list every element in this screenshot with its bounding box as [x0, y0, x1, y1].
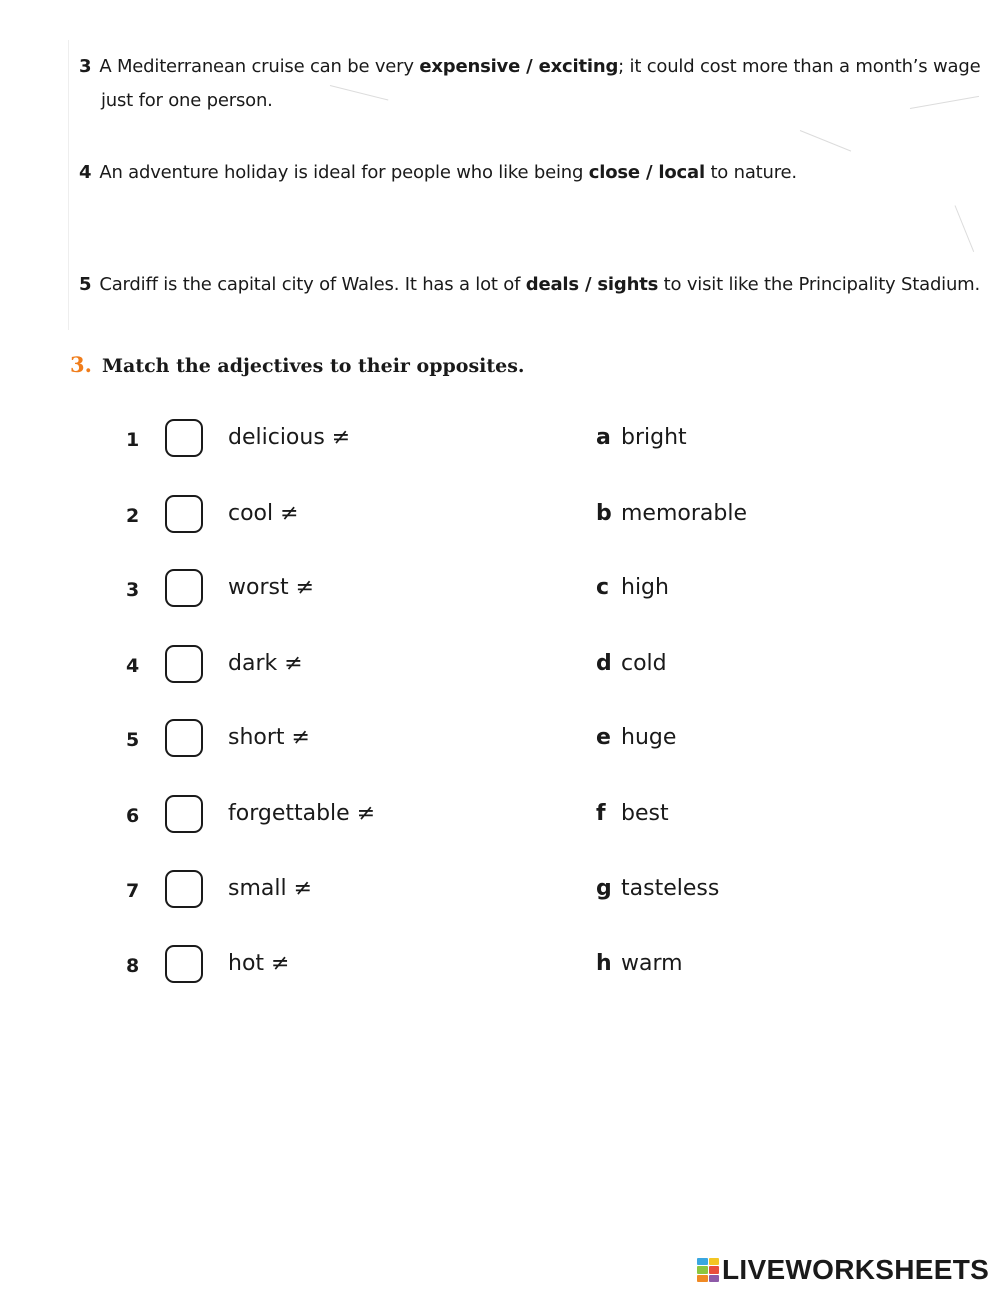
- match-row-8: [0, 945, 1000, 989]
- answer-box[interactable]: [165, 719, 203, 757]
- sentence-3: [79, 50, 980, 118]
- match-row-3: [0, 569, 1000, 613]
- logo-icon: [697, 1258, 719, 1282]
- option-word: tasteless: [621, 876, 720, 901]
- sentence-text: to nature.: [704, 162, 797, 183]
- sentence-5: [79, 268, 980, 302]
- option-letter: e: [596, 725, 611, 750]
- row-number: 4: [126, 655, 140, 677]
- answer-box[interactable]: [165, 569, 203, 607]
- sentence-text: to visit like the Principality Stadium.: [658, 274, 981, 295]
- adjective: short ≠: [228, 725, 310, 750]
- answer-box[interactable]: [165, 419, 203, 457]
- adjective: cool ≠: [228, 501, 299, 526]
- match-row-2: [0, 495, 1000, 539]
- scan-scratch: [800, 130, 851, 152]
- option-word: bright: [621, 425, 687, 450]
- adjective: small ≠: [228, 876, 313, 901]
- scan-scratch: [955, 205, 975, 252]
- answer-box[interactable]: [165, 870, 203, 908]
- option-letter: a: [596, 425, 611, 450]
- answer-box[interactable]: [165, 945, 203, 983]
- option-letter: b: [596, 501, 612, 526]
- adjective: delicious ≠: [228, 425, 351, 450]
- option-letter: h: [596, 951, 612, 976]
- match-row-4: [0, 645, 1000, 689]
- answer-box[interactable]: [165, 495, 203, 533]
- option-word: cold: [621, 651, 667, 676]
- option-letter: g: [596, 876, 612, 901]
- row-number: 3: [126, 579, 140, 601]
- sentence-text: An adventure holiday is ideal for people who like being: [99, 162, 589, 183]
- adjective: worst ≠: [228, 575, 315, 600]
- row-number: 1: [126, 429, 140, 451]
- exercise-number: 3.: [70, 352, 92, 377]
- answer-box[interactable]: [165, 645, 203, 683]
- option-letter: c: [596, 575, 610, 600]
- match-row-6: [0, 795, 1000, 839]
- adjective: forgettable ≠: [228, 801, 376, 826]
- exercise-heading: [70, 352, 525, 377]
- option-letter: d: [596, 651, 612, 676]
- row-number: 8: [126, 955, 140, 977]
- sentence-text: A Mediterranean cruise can be very: [99, 56, 420, 77]
- sentence-text: ; it could cost more than a month’s wage: [618, 56, 981, 77]
- word-choice[interactable]: close / local: [588, 162, 705, 183]
- match-row-1: [0, 419, 1000, 463]
- logo-text: LIVEWORKSHEETS: [722, 1254, 990, 1285]
- sentence-text: Cardiff is the capital city of Wales. It has a lot of: [99, 274, 526, 295]
- option-word: memorable: [621, 501, 747, 526]
- row-number: 6: [126, 805, 140, 827]
- sentence-number: 4: [79, 162, 92, 183]
- liveworksheets-logo: [697, 1255, 989, 1285]
- option-word: warm: [621, 951, 683, 976]
- row-number: 2: [126, 505, 140, 527]
- option-word: high: [621, 575, 669, 600]
- option-word: best: [621, 801, 669, 826]
- sentence-continuation: just for one person.: [101, 90, 273, 111]
- sentence-number: 5: [79, 274, 92, 295]
- match-row-7: [0, 870, 1000, 914]
- match-row-5: [0, 719, 1000, 763]
- row-number: 5: [126, 729, 140, 751]
- adjective: dark ≠: [228, 651, 303, 676]
- scan-edge: [68, 40, 69, 330]
- row-number: 7: [126, 880, 140, 902]
- option-word: huge: [621, 725, 677, 750]
- exercise-title: Match the adjectives to their opposites.: [101, 355, 525, 377]
- adjective: hot ≠: [228, 951, 290, 976]
- sentence-number: 3: [79, 56, 92, 77]
- sentence-4: [79, 156, 797, 190]
- answer-box[interactable]: [165, 795, 203, 833]
- option-letter: f: [596, 801, 606, 826]
- word-choice[interactable]: expensive / exciting: [419, 56, 619, 77]
- word-choice[interactable]: deals / sights: [525, 274, 659, 295]
